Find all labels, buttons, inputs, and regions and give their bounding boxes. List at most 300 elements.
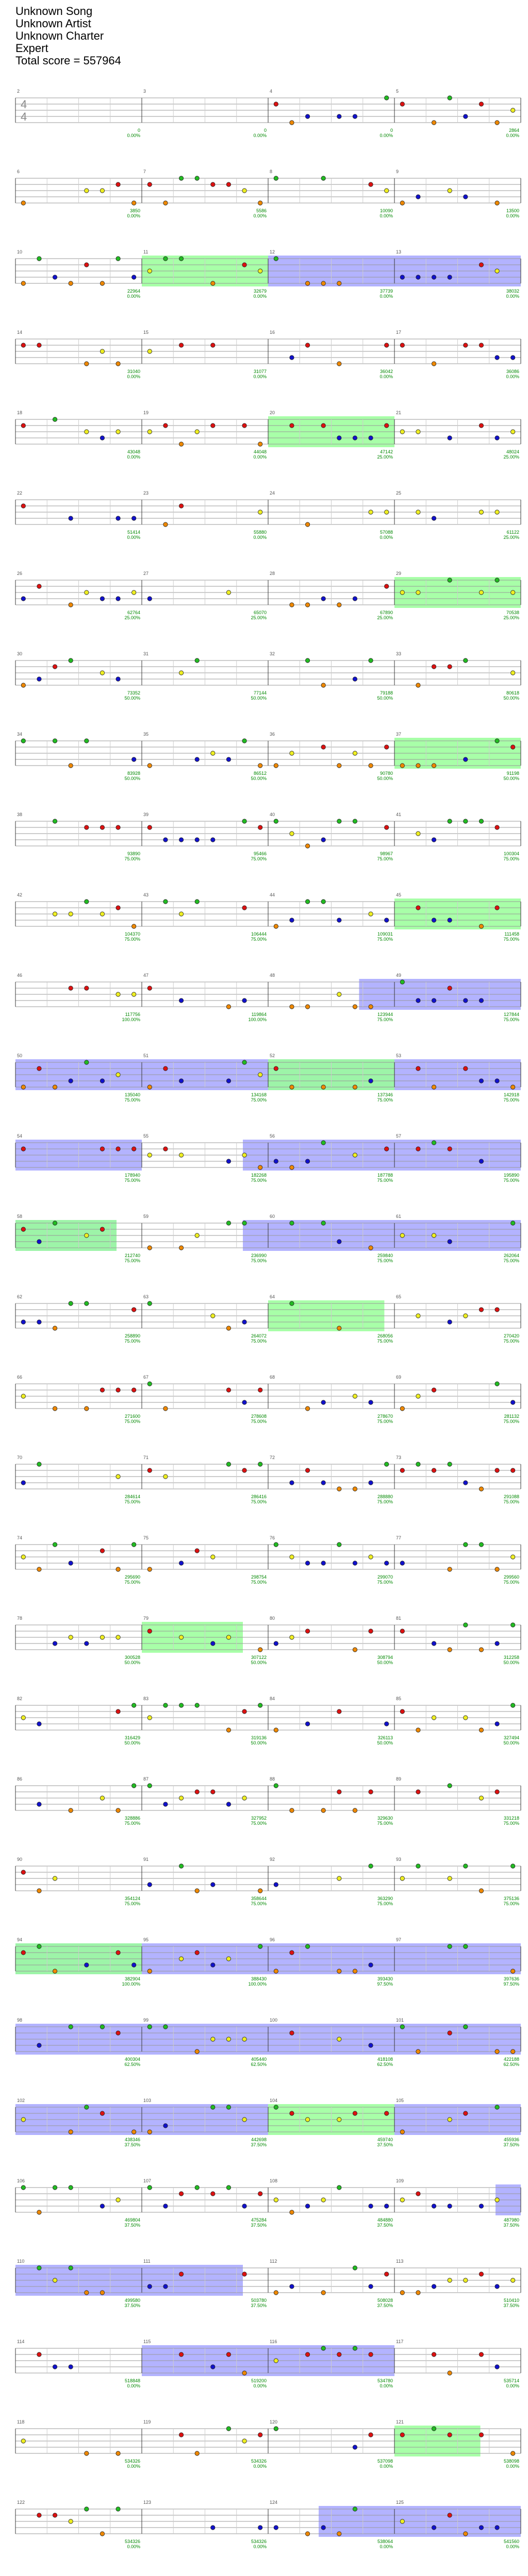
note-gem (147, 1246, 152, 1250)
note-gem (464, 1314, 468, 1318)
note-gem (416, 1066, 420, 1071)
note-gem (131, 1147, 136, 1151)
measure-percent: 75.00% (124, 856, 140, 861)
measure-number: 91 (143, 1857, 149, 1862)
measure-score: 329630 (377, 1816, 393, 1821)
measure-percent: 0.00% (506, 2383, 519, 2388)
note-gem (258, 825, 262, 829)
measure-percent: 100.00% (122, 1017, 140, 1022)
measure-percent: 50.00% (124, 776, 140, 781)
measure-score: 393430 (377, 1976, 393, 1981)
measure-number: 95 (143, 1937, 149, 1942)
note-gem (448, 2204, 452, 2208)
measure-number: 112 (270, 2259, 277, 2264)
measure-percent: 75.00% (503, 1901, 519, 1906)
note-gem (163, 1406, 168, 1411)
note-gem (116, 677, 120, 681)
note-gem (131, 1963, 136, 1967)
note-gem (116, 825, 120, 829)
note-gem (211, 343, 215, 347)
note-gem (163, 2284, 168, 2289)
note-gem (258, 1073, 262, 1077)
note-gem (163, 257, 168, 261)
note-gem (274, 1159, 278, 1163)
measure-number: 14 (17, 330, 23, 335)
measure-number: 97 (396, 1937, 402, 1942)
note-gem (195, 1233, 199, 1238)
note-gem (274, 819, 278, 823)
measure-percent: 75.00% (124, 1097, 140, 1103)
note-gem (448, 1784, 452, 1788)
measure-number: 79 (143, 1616, 149, 1621)
measure-percent: 75.00% (377, 1499, 393, 1504)
measure-score: 499580 (124, 2298, 140, 2303)
measure-score: 51414 (127, 530, 140, 535)
note-gem (510, 2278, 515, 2282)
note-gem (274, 924, 278, 928)
note-gem (274, 176, 278, 180)
note-gem (211, 751, 215, 755)
note-gem (510, 1400, 515, 1404)
measure-percent: 75.00% (251, 1178, 267, 1183)
note-gem (21, 1227, 25, 1231)
note-gem (510, 1623, 515, 1627)
measure-score: 187788 (377, 1173, 393, 1178)
measure-score: 503780 (251, 2298, 267, 2303)
note-gem (100, 436, 104, 440)
measure-percent: 75.00% (377, 1901, 393, 1906)
note-gem (416, 510, 420, 514)
note-gem (179, 1635, 183, 1639)
note-gem (353, 597, 357, 601)
measure-number: 74 (17, 1535, 23, 1540)
measure-percent: 37.50% (377, 2142, 393, 2147)
note-gem (353, 1085, 357, 1089)
measure-percent: 50.00% (251, 1740, 267, 1745)
note-gem (416, 1314, 420, 1318)
measure-percent: 75.00% (124, 1580, 140, 1585)
note-gem (479, 1079, 483, 1083)
note-gem (85, 986, 89, 990)
note-gem (305, 1944, 309, 1948)
measure-number: 28 (270, 571, 275, 576)
note-gem (400, 275, 404, 279)
note-gem (510, 2451, 515, 2455)
note-gem (116, 2507, 120, 2511)
note-gem (495, 436, 499, 440)
note-gem (69, 912, 73, 916)
note-gem (116, 1808, 120, 1812)
note-gem (321, 2346, 325, 2350)
note-gem (147, 1716, 152, 1720)
note-gem (211, 2192, 215, 2196)
note-gem (384, 2111, 388, 2115)
note-gem (400, 2519, 404, 2523)
note-gem (131, 590, 136, 595)
measure-percent: 75.00% (377, 1178, 393, 1183)
note-gem (21, 1481, 25, 1485)
measure-score: 264072 (251, 1333, 267, 1338)
note-gem (226, 2037, 230, 2041)
note-gem (337, 1969, 341, 1973)
note-gem (69, 1561, 73, 1565)
measure-score: 281132 (504, 1414, 519, 1419)
note-gem (464, 1543, 468, 1547)
measure-number: 10 (17, 249, 23, 255)
measure-score: 86512 (253, 771, 267, 776)
measure-percent: 75.00% (124, 1499, 140, 1504)
note-gem (448, 2513, 452, 2517)
measure-score: 316429 (124, 1735, 140, 1740)
measure-number: 31 (143, 651, 149, 656)
measure-number: 117 (396, 2339, 404, 2344)
measure-score: 469804 (124, 2217, 140, 2223)
note-gem (21, 1320, 25, 1324)
note-gem (416, 1462, 420, 1466)
note-gem (179, 2192, 183, 2196)
measure-number: 40 (270, 812, 275, 817)
note-gem (305, 1406, 309, 1411)
measure-percent: 37.50% (503, 2223, 519, 2228)
note-gem (274, 2105, 278, 2109)
note-gem (432, 838, 436, 842)
measure-percent: 50.00% (503, 696, 519, 701)
note-gem (432, 275, 436, 279)
note-gem (131, 201, 136, 205)
measure-score: 538098 (503, 2459, 519, 2464)
note-gem (37, 1722, 41, 1726)
note-gem (116, 1073, 120, 1077)
measure-percent: 62.50% (377, 2062, 393, 2067)
note-gem (290, 2210, 294, 2214)
note-gem (510, 1085, 515, 1089)
note-gem (131, 1784, 136, 1788)
note-gem (448, 1240, 452, 1244)
measure-percent: 100.00% (248, 1017, 267, 1022)
measure-score: 5586 (256, 208, 267, 213)
note-gem (163, 1147, 168, 1151)
note-gem (448, 2117, 452, 2122)
note-gem (21, 1870, 25, 1874)
measure-number: 60 (270, 1214, 275, 1219)
measure-score: 534780 (377, 2378, 393, 2383)
measure-number: 26 (17, 571, 23, 576)
measure-score: 36042 (380, 369, 393, 374)
measure-percent: 0.00% (506, 294, 519, 299)
note-gem (116, 516, 120, 520)
note-gem (179, 671, 183, 675)
note-gem (495, 2198, 499, 2202)
measure-number: 125 (396, 2500, 404, 2505)
note-gem (195, 2049, 199, 2054)
measure-score: 484880 (377, 2217, 393, 2223)
measure-score: 518848 (124, 2378, 140, 2383)
measure-percent: 0.00% (127, 2383, 140, 2388)
measure-number: 56 (270, 1133, 275, 1139)
note-gem (179, 1796, 183, 1800)
note-gem (242, 189, 246, 193)
measure-score: 286416 (251, 1494, 267, 1499)
note-gem (100, 1388, 104, 1392)
note-gem (69, 1808, 73, 1812)
measure-number: 25 (396, 490, 402, 496)
measure-percent: 25.00% (503, 615, 519, 620)
note-gem (242, 2117, 246, 2122)
note-gem (416, 998, 420, 1003)
note-gem (432, 918, 436, 922)
measure-score: 487980 (503, 2217, 519, 2223)
note-gem (400, 590, 404, 595)
measure-number: 36 (270, 732, 275, 737)
note-gem (69, 986, 73, 990)
note-gem (448, 578, 452, 582)
note-gem (448, 1648, 452, 1652)
measure-percent: 0.00% (127, 2544, 140, 2549)
measure-percent: 25.00% (503, 535, 519, 540)
measure-percent: 0.00% (127, 454, 140, 460)
measure-score: 534326 (251, 2539, 267, 2544)
note-gem (53, 912, 57, 916)
note-gem (416, 195, 420, 199)
note-gem (384, 2272, 388, 2276)
note-gem (258, 764, 262, 768)
note-gem (321, 2198, 325, 2202)
note-gem (464, 998, 468, 1003)
note-gem (337, 1876, 341, 1880)
note-gem (242, 423, 246, 428)
note-gem (337, 603, 341, 607)
measure-number: 39 (143, 812, 149, 817)
note-gem (369, 1790, 373, 1794)
measure-number: 64 (270, 1294, 275, 1299)
measure-score: 73352 (127, 690, 140, 696)
measure-percent: 97.50% (503, 1981, 519, 1987)
measure-percent: 0.00% (506, 374, 519, 379)
note-gem (479, 1543, 483, 1547)
note-gem (69, 516, 73, 520)
note-gem (400, 2130, 404, 2134)
note-gem (195, 1951, 199, 1955)
note-gem (432, 2526, 436, 2530)
measure-number: 16 (270, 330, 275, 335)
measure-number: 67 (143, 1375, 149, 1380)
measure-score: 43048 (127, 449, 140, 454)
note-gem (147, 1382, 152, 1386)
measure-score: 327952 (251, 1816, 267, 1821)
measure-score: 459740 (377, 2137, 393, 2142)
note-gem (384, 1561, 388, 1565)
measure-number: 109 (396, 2178, 404, 2183)
note-gem (53, 665, 57, 669)
measure-number: 30 (17, 651, 23, 656)
note-gem (290, 1635, 294, 1639)
note-gem (274, 2198, 278, 2202)
note-gem (432, 665, 436, 669)
measure-percent: 0.00% (253, 374, 267, 379)
note-gem (448, 275, 452, 279)
measure-score: 70538 (506, 610, 519, 615)
note-gem (448, 986, 452, 990)
note-gem (195, 900, 199, 904)
note-gem (290, 1555, 294, 1559)
measure-percent: 37.50% (251, 2223, 267, 2228)
note-gem (116, 597, 120, 601)
note-gem (179, 442, 183, 446)
note-gem (242, 2037, 246, 2041)
measure-number: 108 (270, 2178, 278, 2183)
note-gem (495, 1567, 499, 1571)
note-gem (37, 2210, 41, 2214)
measure-score: 510410 (503, 2298, 519, 2303)
measure-score: 262064 (503, 1253, 519, 1258)
note-gem (179, 1153, 183, 1157)
note-gem (226, 2105, 230, 2109)
note-gem (211, 2037, 215, 2041)
note-gem (321, 423, 325, 428)
measure-score: 127844 (503, 1012, 519, 1017)
note-gem (226, 2352, 230, 2357)
note-gem (116, 1951, 120, 1955)
measure-score: 77144 (253, 690, 267, 696)
note-gem (69, 764, 73, 768)
measure-score: 319136 (251, 1735, 267, 1740)
measure-score: 405440 (251, 2057, 267, 2062)
note-gem (510, 2049, 515, 2054)
note-gem (100, 825, 104, 829)
measure-percent: 25.00% (377, 615, 393, 620)
note-gem (116, 992, 120, 996)
note-gem (321, 1808, 325, 1812)
measure-score: 538064 (377, 2539, 393, 2544)
note-gem (163, 2204, 168, 2208)
note-gem (211, 2365, 215, 2369)
measure-percent: 75.00% (377, 1821, 393, 1826)
measure-score: 312258 (503, 1655, 519, 1660)
measure-number: 41 (396, 812, 402, 817)
measure-number: 37 (396, 732, 402, 737)
note-gem (321, 2291, 325, 2295)
note-gem (85, 2291, 89, 2295)
note-gem (495, 510, 499, 514)
note-gem (353, 2445, 357, 2449)
measure-percent: 75.00% (503, 1499, 519, 1504)
note-gem (432, 1641, 436, 1646)
measure-percent: 75.00% (503, 1178, 519, 1183)
measure-percent: 0.00% (253, 2544, 267, 2549)
note-gem (242, 1400, 246, 1404)
total-score: Total score = 557964 (15, 54, 121, 67)
measure-percent: 50.00% (251, 1660, 267, 1665)
note-gem (258, 1648, 262, 1652)
measure-score: 284614 (124, 1494, 140, 1499)
note-gem (85, 1233, 89, 1238)
note-gem (211, 281, 215, 285)
note-gem (69, 1635, 73, 1639)
note-gem (179, 2352, 183, 2357)
note-gem (321, 745, 325, 749)
measure-score: 363290 (377, 1896, 393, 1901)
note-gem (195, 1790, 199, 1794)
measure-percent: 0.00% (380, 213, 393, 218)
note-gem (131, 2130, 136, 2134)
note-gem (226, 1326, 230, 1330)
measure-score: 295690 (124, 1574, 140, 1580)
measure-percent: 75.00% (251, 1821, 267, 1826)
note-gem (479, 1487, 483, 1491)
measure-score: 48024 (506, 449, 519, 454)
note-gem (195, 430, 199, 434)
measure-score: 328886 (124, 1816, 140, 1821)
note-gem (305, 522, 309, 527)
note-gem (416, 1790, 420, 1794)
note-gem (147, 1629, 152, 1633)
note-gem (400, 1406, 404, 1411)
note-gem (53, 417, 57, 421)
measure-score: 258890 (124, 1333, 140, 1338)
note-gem (353, 1969, 357, 1973)
measure-score: 67890 (380, 610, 393, 615)
note-gem (353, 2346, 357, 2350)
note-gem (448, 819, 452, 823)
note-gem (195, 176, 199, 180)
measure-score: 37739 (380, 289, 393, 294)
note-gem (384, 584, 388, 588)
note-gem (305, 2204, 309, 2208)
note-gem (321, 281, 325, 285)
note-gem (100, 2111, 104, 2115)
note-gem (37, 584, 41, 588)
measure-percent: 37.50% (377, 2303, 393, 2308)
measure-percent: 75.00% (251, 1580, 267, 1585)
measure-number: 124 (270, 2500, 278, 2505)
note-gem (116, 1709, 120, 1714)
note-gem (400, 1629, 404, 1633)
note-gem (226, 1728, 230, 1732)
measure-score: 212740 (124, 1253, 140, 1258)
measure-percent: 50.00% (377, 776, 393, 781)
measure-number: 107 (143, 2178, 152, 2183)
measure-number: 61 (396, 1214, 402, 1219)
note-gem (337, 1543, 341, 1547)
note-gem (353, 1561, 357, 1565)
measure-score: 422188 (503, 2057, 519, 2062)
note-gem (353, 819, 357, 823)
note-gem (495, 1641, 499, 1646)
measure-percent: 75.00% (124, 1258, 140, 1263)
note-gem (37, 1462, 41, 1466)
note-gem (321, 1400, 325, 1404)
note-gem (147, 182, 152, 187)
note-gem (147, 1883, 152, 1887)
measure-percent: 75.00% (503, 1017, 519, 1022)
measure-number: 119 (143, 2419, 151, 2425)
note-gem (226, 2185, 230, 2190)
note-gem (258, 1889, 262, 1893)
measure-score: 534326 (124, 2459, 140, 2464)
measure-number: 48 (270, 973, 275, 978)
note-gem (163, 900, 168, 904)
measure-score: 22964 (127, 289, 140, 294)
measure-score: 32679 (253, 289, 267, 294)
note-gem (85, 1963, 89, 1967)
note-gem (495, 355, 499, 360)
measure-number: 15 (143, 330, 149, 335)
note-gem (116, 430, 120, 434)
note-gem (131, 924, 136, 928)
note-gem (400, 1876, 404, 1880)
measure-score: 80618 (506, 690, 519, 696)
measure-number: 86 (17, 1776, 23, 1782)
